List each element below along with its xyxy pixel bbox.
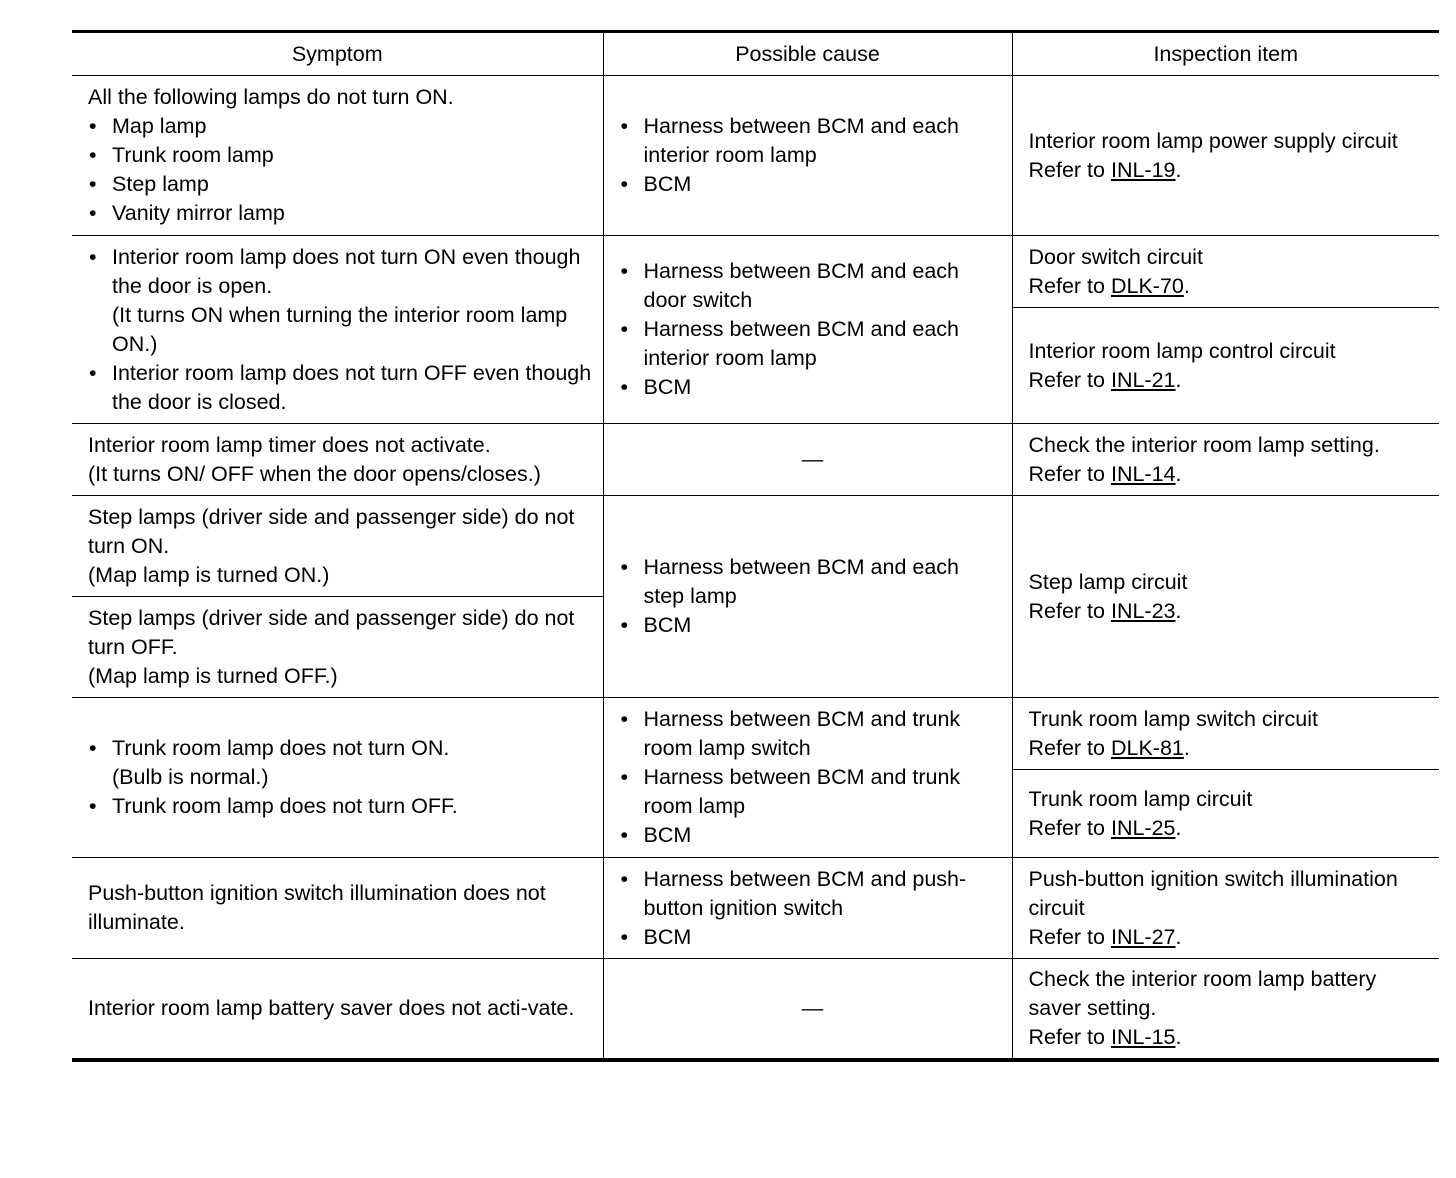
list-item: • Harness between BCM and each door switch (620, 257, 1006, 315)
symptom-cell (72, 698, 603, 858)
inspection-title: Step lamp circuit (1028, 569, 1188, 594)
reference-link[interactable]: INL-25 (1110, 815, 1176, 840)
symptom-note: (It turns ON when turning the interior room lamp ON.) (112, 302, 568, 356)
inspection-title: Check the interior room lamp battery saver setting. (1028, 966, 1377, 1020)
refer-label: Refer to (1028, 461, 1105, 486)
symptom-text: Interior room lamp timer does not activate. (88, 432, 491, 457)
cause-cell: — (603, 424, 1012, 496)
refer-label: Refer to (1028, 367, 1105, 392)
header-row (72, 32, 1439, 76)
list-item: • BCM (620, 611, 1006, 640)
symptom-table (72, 30, 1439, 1062)
inspection-cell (1012, 76, 1439, 236)
inspection-title: Door switch circuit (1028, 244, 1203, 269)
list-item: • Harness between BCM and push-button ignition switch (620, 865, 1006, 923)
list-item: • Map lamp (88, 112, 597, 141)
symptom-list (88, 243, 597, 417)
symptom-list (88, 734, 597, 821)
symptom-text: All the following lamps do not turn ON. (88, 85, 454, 109)
reference-link[interactable]: INL-19 (1110, 157, 1176, 182)
inspection-cell (1012, 858, 1439, 959)
list-item: • Vanity mirror lamp (88, 199, 597, 228)
list-item: • Harness between BCM and trunk room lamp switch (620, 705, 1006, 763)
symptom-note: (It turns ON/ OFF when the door opens/closes.) (88, 461, 541, 486)
table-row (72, 698, 1439, 770)
cause-cell (603, 236, 1012, 424)
header-symptom: Symptom (72, 32, 603, 76)
symptom-text: • Interior room lamp does not turn ON even though the door is open. (112, 244, 581, 298)
refer-label: Refer to (1028, 735, 1105, 760)
diagnosis-table-page (72, 30, 1439, 1062)
inspection-title: Trunk room lamp circuit (1028, 786, 1253, 811)
list-item: • Harness between BCM and each interior room lamp (620, 112, 1006, 170)
list-item: • Harness between BCM and each interior room lamp (620, 315, 1006, 373)
inspection-cell (1012, 236, 1439, 308)
reference-link[interactable]: INL-27 (1110, 924, 1176, 949)
list-item: • Trunk room lamp (88, 141, 597, 170)
list-item: • Step lamp (88, 170, 597, 199)
symptom-cell (72, 76, 603, 236)
list-item: • Harness between BCM and trunk room lamp (620, 763, 1006, 821)
inspection-cell (1012, 770, 1439, 858)
symptom-note: (Map lamp is turned OFF.) (88, 663, 338, 688)
inspection-title: Interior room lamp control circuit (1028, 338, 1336, 363)
refer-label: Refer to (1028, 273, 1105, 298)
refer-label: Refer to (1028, 157, 1105, 182)
cause-cell (603, 858, 1012, 959)
symptom-text: • Trunk room lamp does not turn ON. (112, 736, 450, 760)
symptom-cell: Push-button ignition switch illumination does not illuminate. (72, 858, 603, 959)
symptom-text: Step lamps (driver side and passenger side) do not turn OFF. (88, 605, 575, 659)
inspection-cell (1012, 424, 1439, 496)
reference-link[interactable]: INL-21 (1110, 367, 1176, 392)
period: . (1175, 157, 1182, 182)
symptom-cell (72, 496, 603, 597)
table-row (72, 496, 1439, 597)
symptom-note: (Bulb is normal.) (112, 765, 269, 789)
cause-cell (603, 496, 1012, 698)
table-row (72, 236, 1439, 308)
symptom-cell: Interior room lamp battery saver does not acti-vate. (72, 959, 603, 1060)
symptom-cell (72, 236, 603, 424)
list-item: • Interior room lamp does not turn OFF even though the door is closed. (88, 359, 597, 417)
list-item: • Harness between BCM and each step lamp (620, 553, 1006, 611)
cause-list (620, 112, 1006, 199)
list-item: • Trunk room lamp does not turn OFF. (88, 792, 597, 821)
cause-list (620, 553, 1006, 640)
cause-cell (603, 76, 1012, 236)
reference-link[interactable]: DLK-70 (1110, 273, 1184, 298)
period: . (1175, 598, 1182, 623)
refer-label: Refer to (1028, 924, 1105, 949)
period: . (1175, 367, 1182, 392)
period: . (1175, 924, 1182, 949)
period: . (1175, 461, 1182, 486)
symptom-list (88, 112, 597, 228)
refer-label: Refer to (1028, 1024, 1105, 1049)
header-inspection-item: Inspection item (1012, 32, 1439, 76)
inspection-title: Interior room lamp power supply circuit (1028, 128, 1398, 153)
symptom-note: (Map lamp is turned ON.) (88, 562, 330, 587)
list-item (88, 734, 597, 792)
table-row (72, 959, 1439, 1060)
header-possible-cause: Possible cause (603, 32, 1012, 76)
cause-list (620, 257, 1006, 402)
period: . (1175, 815, 1182, 840)
reference-link[interactable]: INL-14 (1110, 461, 1176, 486)
symptom-text: Step lamps (driver side and passenger side) do not turn ON. (88, 504, 575, 558)
symptom-cell (72, 597, 603, 698)
refer-label: Refer to (1028, 815, 1105, 840)
cause-cell: — (603, 959, 1012, 1060)
table-row (72, 858, 1439, 959)
cause-list (620, 865, 1006, 952)
table-row (72, 76, 1439, 236)
list-item: • BCM (620, 170, 1006, 199)
reference-link[interactable]: INL-15 (1110, 1024, 1176, 1049)
symptom-cell (72, 424, 603, 496)
inspection-title: Trunk room lamp switch circuit (1028, 706, 1319, 731)
cause-cell (603, 698, 1012, 858)
inspection-cell (1012, 496, 1439, 698)
inspection-cell (1012, 698, 1439, 770)
inspection-cell (1012, 959, 1439, 1060)
inspection-title: Push-button ignition switch illumination circuit (1028, 866, 1398, 920)
list-item: • BCM (620, 923, 1006, 952)
period: . (1175, 1024, 1182, 1049)
list-item: • BCM (620, 821, 1006, 850)
cause-list (620, 705, 1006, 850)
period: . (1183, 273, 1190, 298)
list-item (88, 243, 597, 359)
inspection-title: Check the interior room lamp setting. (1028, 432, 1380, 457)
inspection-cell (1012, 308, 1439, 424)
list-item: • BCM (620, 373, 1006, 402)
table-row (72, 424, 1439, 496)
period: . (1183, 735, 1190, 760)
reference-link[interactable]: INL-23 (1110, 598, 1176, 623)
reference-link[interactable]: DLK-81 (1110, 735, 1184, 760)
refer-label: Refer to (1028, 598, 1105, 623)
